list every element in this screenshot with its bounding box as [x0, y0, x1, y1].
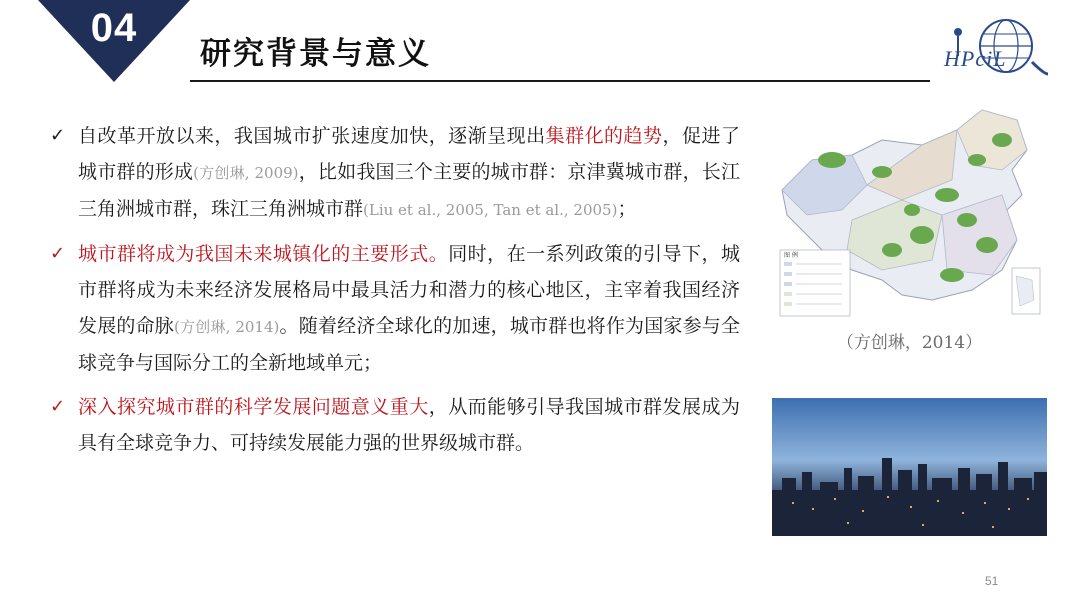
check-icon: ✓ [50, 243, 66, 264]
citation-text: (方创琳, 2014) [173, 318, 280, 336]
citation-text: (方创琳, 2009) [193, 164, 299, 182]
highlight-text: 深入探究城市群的科学发展问题意义重大 [78, 396, 429, 418]
highlight-text: 城市群将成为我国未来城镇化的主要形式。 [78, 243, 449, 265]
china-urban-agglomeration-map [772, 100, 1047, 322]
check-icon: ✓ [50, 396, 66, 417]
page-number: 51 [985, 574, 999, 588]
citation-text: (Liu et al., 2005, Tan et al., 2005) [363, 201, 618, 219]
bullet-item [50, 118, 740, 228]
map-legend-title: 图 例 [784, 252, 798, 259]
city-skyline-dusk-photo [772, 398, 1047, 536]
body-text: 。随着经济全球化的加速，城市群也将作为国家参与全球竞争与国际分工的全新地域单元； [78, 315, 740, 374]
highlight-text: 集群化的趋势 [545, 125, 663, 147]
body-text: 同时，在一系列政策的引导下，城市群将成为未来经济发展格局中最具活力和潜力的核心地区，主宰着我国经济发展的命脉 [78, 243, 740, 337]
map-caption: （方创琳，2014） [836, 333, 983, 353]
body-text: ，从而能够引导我国城市群发展成为具有全球竞争力、可持续发展能力强的世界级城市群。 [78, 396, 740, 454]
logo-text: HPciL [944, 46, 1007, 71]
section-number: 04 [90, 6, 138, 50]
section-badge [38, 0, 190, 82]
body-text: ，促进了城市群的形成 [78, 125, 740, 183]
globe-logo-icon [940, 12, 1050, 82]
body-text: 自改革开放以来，我国城市扩张速度加快，逐渐呈现出 [78, 125, 546, 147]
bullet-list [50, 118, 740, 469]
bullet-item [50, 236, 740, 381]
slide-title: 研究背景与意义 [200, 36, 431, 72]
title-underline [190, 80, 930, 82]
body-text: ，比如我国三个主要的城市群：京津冀城市群，长江三角洲城市群，珠江三角洲城市群 [78, 161, 740, 220]
check-icon: ✓ [50, 125, 66, 146]
body-text: ； [617, 198, 637, 220]
bullet-item [50, 389, 740, 461]
